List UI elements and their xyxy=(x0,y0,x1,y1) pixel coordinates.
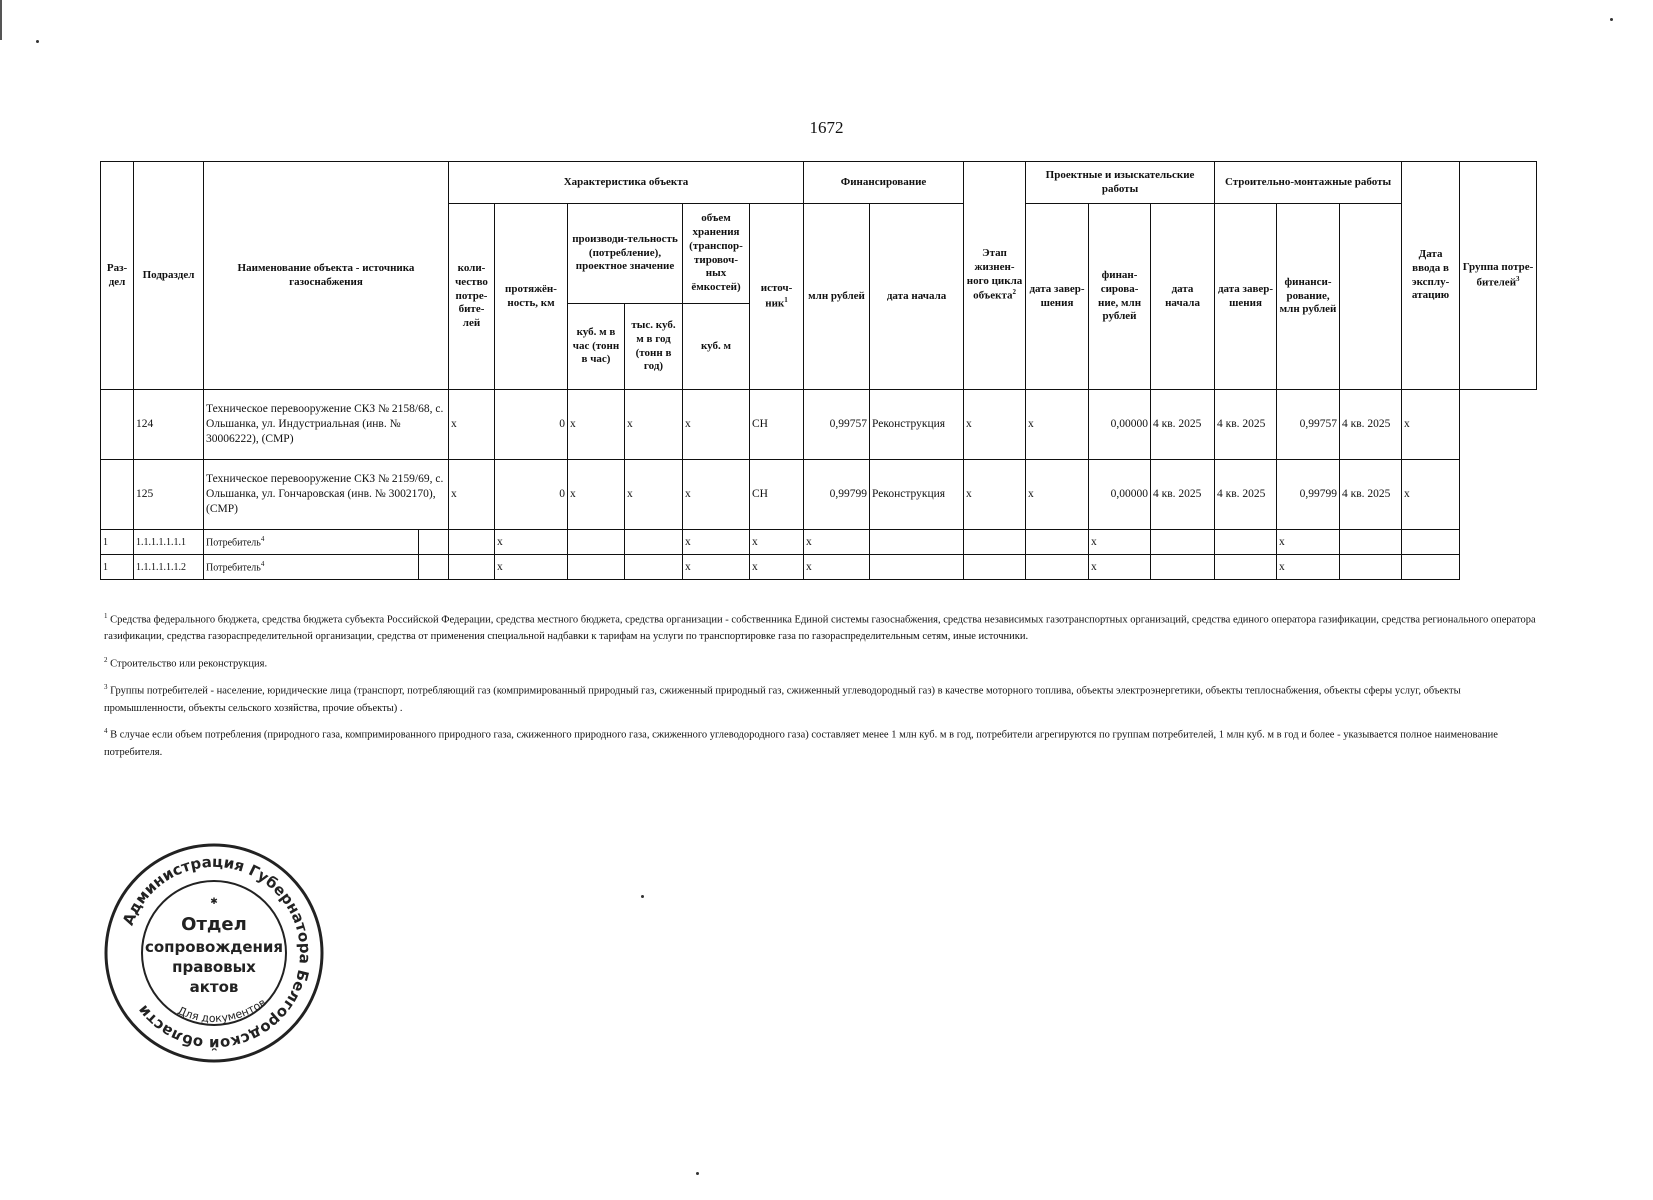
investment-table xyxy=(100,161,1537,580)
header-design-works: Проектные и изыскательские работы xyxy=(1026,162,1215,204)
cell-empty xyxy=(419,555,449,580)
header-length: протяжён-ность, км xyxy=(495,204,568,390)
cell-construction-start: 4 кв. 2025 xyxy=(1151,390,1215,460)
cell-per-hour xyxy=(568,555,625,580)
stamp-line-2: сопровождения xyxy=(144,938,284,956)
cell-storage: x xyxy=(683,390,750,460)
header-lifecycle: Этап жизнен-ного цикла объекта$^2$ xyxy=(964,162,1026,390)
cell-construction-start xyxy=(1151,530,1215,555)
header-per-hour: куб. м в час (тонн в час) xyxy=(568,304,625,390)
cell-commission: 4 кв. 2025 xyxy=(1340,460,1402,530)
cell-construction-end xyxy=(1215,555,1277,580)
scan-speck xyxy=(1610,18,1613,21)
cell-construction-end xyxy=(1215,530,1277,555)
cell-design-start: x xyxy=(964,460,1026,530)
stamp-line-3: правовых xyxy=(172,958,256,976)
cell-mln: 0,99799 xyxy=(804,460,870,530)
table-row xyxy=(101,460,1537,530)
cell-object-name: Потребитель$^4$ xyxy=(204,555,419,580)
footnote-2: $^2$ Строительство или реконструкция. xyxy=(104,656,268,670)
cell-construction-end: 4 кв. 2025 xyxy=(1215,390,1277,460)
header-design-financing: финан-сирова-ние, млн рублей xyxy=(1089,204,1151,390)
cell-group: x xyxy=(1402,460,1460,530)
cell-construction-financing: x xyxy=(1277,555,1340,580)
stamp-star-icon: ✱ xyxy=(210,897,218,907)
cell-group: x xyxy=(1402,390,1460,460)
page-number: 1672 xyxy=(809,118,844,137)
cell-mln: x xyxy=(804,530,870,555)
cell-object-name: Техническое перевооружение СКЗ № 2159/69, с. Ольшанка, ул. Гончаровская (инв. № 3002170), (СМР) xyxy=(204,460,449,530)
cell-podrazdel: 124 xyxy=(134,390,204,460)
table-row xyxy=(101,390,1537,460)
cell-construction-end: 4 кв. 2025 xyxy=(1215,460,1277,530)
stamp-ring-text: Администрация Губернатора Белгородской области xyxy=(119,852,315,1054)
cell-design-end: x xyxy=(1026,390,1089,460)
cell-construction-financing: 0,99757 xyxy=(1277,390,1340,460)
cell-storage: x xyxy=(683,460,750,530)
cell-design-financing: x xyxy=(1089,555,1151,580)
footnotes xyxy=(104,611,1544,771)
footnote-4: $^4$ В случае если объем потребления (природного газа, компримированного природного газа, сжиженного природного газа, сжиженного углеводородного газа) составляет менее 1 млн куб. м в год, потребители агрегируются по группам потребителей, 1 млн куб. м в год и более - указывается полное наименование потребителя. xyxy=(104,727,1498,758)
header-construction-financing: финанси-рование, млн рублей xyxy=(1277,204,1340,390)
header-object-name: Наименование объекта - источника газоснабжения xyxy=(204,162,449,390)
cell-razdel: 1 xyxy=(101,555,134,580)
header-razdel: Раз-дел xyxy=(101,162,134,390)
scan-speck xyxy=(641,895,644,898)
cell-design-start xyxy=(964,555,1026,580)
scan-speck xyxy=(696,1172,699,1175)
table-row xyxy=(101,530,1537,555)
cell-length: x xyxy=(495,555,568,580)
stamp-line-4: актов xyxy=(189,978,239,996)
cell-object-name: Техническое перевооружение СКЗ № 2158/68, с. Ольшанка, ул. Индустриальная (инв. № 30006222), (СМР) xyxy=(204,390,449,460)
cell-lifecycle: Реконструкция xyxy=(870,390,964,460)
cell-design-financing: 0,00000 xyxy=(1089,460,1151,530)
cell-commission: 4 кв. 2025 xyxy=(1340,390,1402,460)
cell-design-end xyxy=(1026,555,1089,580)
header-commission-date: Дата ввода в эксплу-атацию xyxy=(1402,162,1460,390)
scan-edge-mark xyxy=(0,0,2,40)
cell-per-year xyxy=(625,555,683,580)
cell-length: x xyxy=(495,530,568,555)
cell-group xyxy=(1402,555,1460,580)
cell-design-end xyxy=(1026,530,1089,555)
header-consumers-count: коли-чество потре-бите-лей xyxy=(449,204,495,390)
cell-construction-start xyxy=(1151,555,1215,580)
cell-consumers: x xyxy=(449,390,495,460)
cell-source: СН xyxy=(750,460,804,530)
footnote-1: $^1$ Средства федерального бюджета, средства бюджета субъекта Российской Федерации, средства местного бюджета, средства организации - собственника Единой системы газоснабжения, средства независимых газотранспортных организаций, средства единого оператора газификации, средства регионального оператора газификации, средства газораспределительной организации, средства от применения специальной надбавки к тарифам на услуги по транспортировке газа по газораспределительным сетям, иные источники. xyxy=(104,612,1536,643)
official-stamp xyxy=(103,842,325,1064)
cell-design-start xyxy=(964,530,1026,555)
scan-speck xyxy=(36,40,39,43)
footnote-3: $^3$ Группы потребителей - население, юридические лица (транспорт, потребляющий газ (компримированный природный газ, сжиженный природный газ, сжиженный углеводородный газ) в качестве моторного топлива, объекты электроэнергетики, объекты теплоснабжения, объекты сферы услуг, объекты промышленности, объекты сельского хозяйства, прочие объекты) . xyxy=(104,683,1461,714)
cell-per-hour xyxy=(568,530,625,555)
cell-construction-financing: 0,99799 xyxy=(1277,460,1340,530)
cell-lifecycle xyxy=(870,530,964,555)
cell-consumers xyxy=(449,530,495,555)
cell-commission xyxy=(1340,530,1402,555)
header-storage: объем хранения (транспор-тировоч-ных ёмкостей) xyxy=(683,204,750,304)
header-design-end: дата завер-шения xyxy=(1026,204,1089,390)
header-productivity: производи-тельность (потребление), проектное значение xyxy=(568,204,683,304)
cell-commission xyxy=(1340,555,1402,580)
cell-per-year: x xyxy=(625,460,683,530)
header-characteristics: Характеристика объекта xyxy=(449,162,804,204)
cell-consumers: x xyxy=(449,460,495,530)
stamp-line-1: Отдел xyxy=(181,914,247,935)
cell-lifecycle: Реконструкция xyxy=(870,460,964,530)
cell-per-hour: x xyxy=(568,390,625,460)
cell-mln: 0,99757 xyxy=(804,390,870,460)
cell-per-hour: x xyxy=(568,460,625,530)
header-mln-rub: млн рублей xyxy=(804,204,870,390)
cell-storage: x xyxy=(683,530,750,555)
header-construction-works: Строительно-монтажные работы xyxy=(1215,162,1402,204)
header-podrazdel: Подраздел xyxy=(134,162,204,390)
cell-construction-start: 4 кв. 2025 xyxy=(1151,460,1215,530)
cell-storage: x xyxy=(683,555,750,580)
cell-design-financing: 0,00000 xyxy=(1089,390,1151,460)
cell-lifecycle xyxy=(870,555,964,580)
table-row xyxy=(101,555,1537,580)
cell-object-name: Потребитель$^4$ xyxy=(204,530,419,555)
cell-length: 0 xyxy=(495,460,568,530)
cell-razdel xyxy=(101,390,134,460)
cell-design-end: x xyxy=(1026,460,1089,530)
cell-group xyxy=(1402,530,1460,555)
cell-construction-financing: x xyxy=(1277,530,1340,555)
cell-podrazdel: 1.1.1.1.1.1.1 xyxy=(134,530,204,555)
cell-per-year xyxy=(625,530,683,555)
cell-source: СН xyxy=(750,390,804,460)
header-construction-end: дата завер-шения xyxy=(1215,204,1277,390)
header-financing: Финансирование xyxy=(804,162,964,204)
cell-source: x xyxy=(750,530,804,555)
header-per-year: тыс. куб. м в год (тонн в год) xyxy=(625,304,683,390)
cell-design-financing: x xyxy=(1089,530,1151,555)
cell-razdel xyxy=(101,460,134,530)
cell-source: x xyxy=(750,555,804,580)
cell-razdel: 1 xyxy=(101,530,134,555)
cell-length: 0 xyxy=(495,390,568,460)
header-design-start: дата начала xyxy=(870,204,964,390)
header-construction-start: дата начала xyxy=(1151,204,1215,390)
cell-podrazdel: 125 xyxy=(134,460,204,530)
cell-mln: x xyxy=(804,555,870,580)
cell-podrazdel: 1.1.1.1.1.1.2 xyxy=(134,555,204,580)
cell-per-year: x xyxy=(625,390,683,460)
stamp-bottom-text: Для документов xyxy=(175,995,269,1026)
header-consumer-group: Группа потре-бителей$^3$ xyxy=(1460,162,1537,390)
header-storage-unit: куб. м xyxy=(683,304,750,390)
cell-design-start: x xyxy=(964,390,1026,460)
header-source: источ-ник$^1$ xyxy=(750,204,804,390)
cell-empty xyxy=(419,530,449,555)
cell-consumers xyxy=(449,555,495,580)
